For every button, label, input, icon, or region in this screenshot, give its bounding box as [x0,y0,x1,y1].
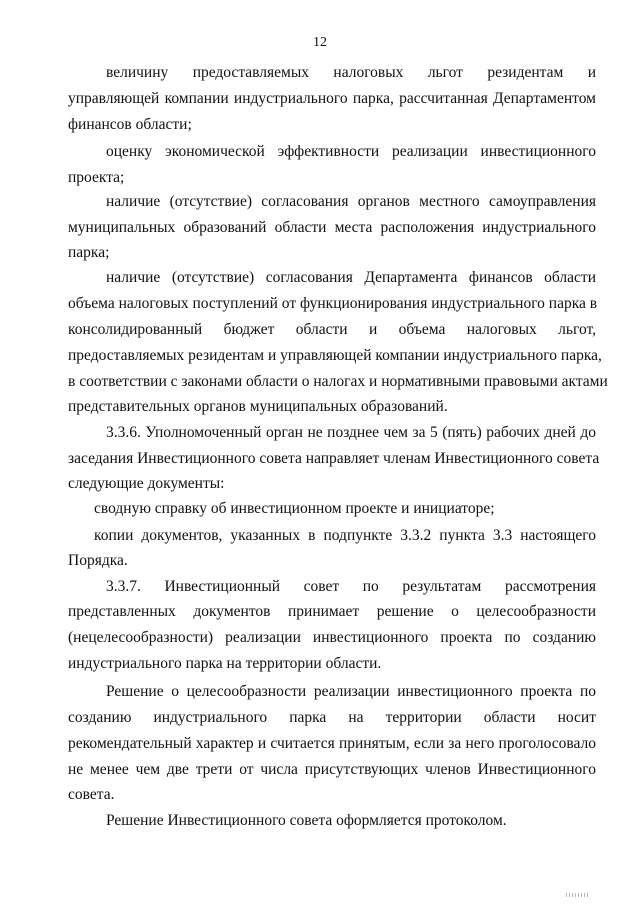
text-line: совета. [68,786,115,803]
text-line: проекта; [68,169,125,186]
text-line: копии документов, указанных в подпункте 3.3.2 пункта 3.3 настоящего [94,527,596,544]
text-line: (нецелесообразности) реализации инвестиционного проекта по созданию [68,629,596,646]
text-line: объема налоговых поступлений от функционирования индустриального парка в [68,295,598,312]
text-line: парка; [68,244,110,261]
text-line: Решение о целесообразности реализации инвестиционного проекта по [106,683,596,700]
text-line: 3.3.7. Инвестиционный совет по результатам рассмотрения [106,578,596,595]
text-line: Порядка. [68,552,128,569]
text-line: заседания Инвестиционного совета направляет членам Инвестиционного совета [68,450,600,467]
text-line: величину предоставляемых налоговых льгот резидентам и [106,64,596,81]
text-line: финансов области; [68,116,192,133]
text-line: наличие (отсутствие) согласования Департамента финансов области [106,269,596,286]
text-line: следующие документы: [68,475,225,492]
text-line: муниципальных образований области места расположения индустриального [68,219,596,236]
scan-mark [566,893,590,897]
text-line: оценку экономической эффективности реализации инвестиционного [106,143,596,160]
text-line: в соответствии с законами области о налогах и нормативными правовыми актами [68,373,608,390]
text-line: не менее чем две трети от числа присутствующих членов Инвестиционного [68,761,596,778]
text-line: 3.3.6. Уполномоченный орган не позднее чем за 5 (пять) рабочих дней до [106,424,596,441]
text-line: рекомендательный характер и считается принятым, если за него проголосовало [68,735,596,752]
text-line: представленных документов принимает решение о целесообразности [68,603,596,620]
text-line: консолидированный бюджет области и объема налоговых льгот, [68,321,596,338]
text-line: управляющей компании индустриального парка, рассчитанная Департаментом [68,90,596,107]
text-line: индустриального парка на территории области. [68,655,382,672]
text-line: сводную справку об инвестиционном проекте и инициаторе; [94,500,495,517]
text-line: созданию индустриального парка на территории области носит [68,709,596,726]
page-number: 12 [313,35,327,50]
text-line: Решение Инвестиционного совета оформляется протоколом. [106,812,507,829]
text-line: наличие (отсутствие) согласования органов местного самоуправления [106,193,596,210]
text-line: предоставляемых резидентам и управляющей компании индустриального парка, [68,347,602,364]
text-line: представительных органов муниципальных образований. [68,398,448,415]
